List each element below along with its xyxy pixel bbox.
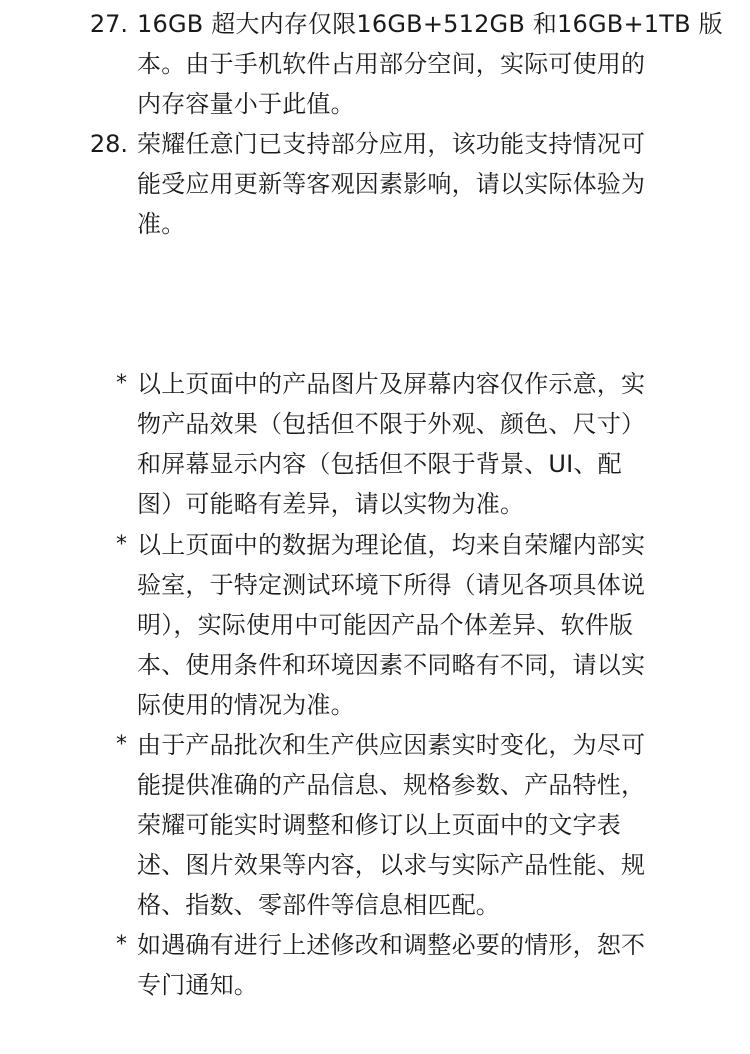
footnote-line: 准。 [137,210,186,238]
disclaimer-line: 和屏幕显示内容（包括但不限于背景、UI、配 [137,450,622,478]
disclaimer-line: 能提供准确的产品信息、规格参数、产品特性， [137,771,646,799]
footnote-line: 内存容量小于此值。 [137,90,355,118]
disclaimer-line: 验室，于特定测试环境下所得（请见各项具体说 [137,571,646,599]
disclaimer-line: 物产品效果（包括但不限于外观、颜色、尺寸） [137,410,646,438]
disclaimer-line: 荣耀可能实时调整和修订以上页面中的文字表 [137,811,621,839]
disclaimer-line: 由于产品批次和生产供应因素实时变化，为尽可 [137,731,646,759]
disclaimer-line: 图）可能略有差异，请以实物为准。 [137,490,525,518]
footnote-number: 27. [89,10,128,38]
disclaimer-line: 以上页面中的数据为理论值，均来自荣耀内部实 [137,531,646,559]
disclaimer-text [137,525,645,725]
footnote-text [137,124,645,244]
disclaimer-line: 以上页面中的产品图片及屏幕内容仅作示意，实 [137,370,646,398]
disclaimer-text [137,925,645,1005]
footnote-line: 本。由于手机软件占用部分空间，实际可使用的 [137,50,646,78]
asterisk-marker: * [116,371,127,396]
asterisk-marker: * [116,732,127,757]
disclaimer-text [137,364,645,524]
disclaimer-text [137,725,645,925]
disclaimer-line: 如遇确有进行上述修改和调整必要的情形，恕不 [137,931,646,959]
disclaimer-line: 际使用的情况为准。 [137,691,355,719]
footnote-text [137,4,723,124]
footnote-line: 16GB 超大内存仅限16GB+512GB 和16GB+1TB 版 [137,10,723,38]
disclaimer-line: 专门通知。 [137,971,258,999]
disclaimer-line: 明），实际使用中可能因产品个体差异、软件版 [137,611,634,639]
asterisk-marker: * [116,532,127,557]
disclaimer-line: 本、使用条件和环境因素不同略有不同，请以实 [137,651,646,679]
asterisk-marker: * [116,932,127,957]
disclaimer-line: 述、图片效果等内容，以求与实际产品性能、规 [137,851,646,879]
footnote-number: 28. [89,130,128,158]
disclaimer-line: 格、指数、零部件等信息相匹配。 [137,891,500,919]
footnote-line: 荣耀任意门已支持部分应用，该功能支持情况可 [137,130,646,158]
footnote-line: 能受应用更新等客观因素影响，请以实际体验为 [137,170,646,198]
